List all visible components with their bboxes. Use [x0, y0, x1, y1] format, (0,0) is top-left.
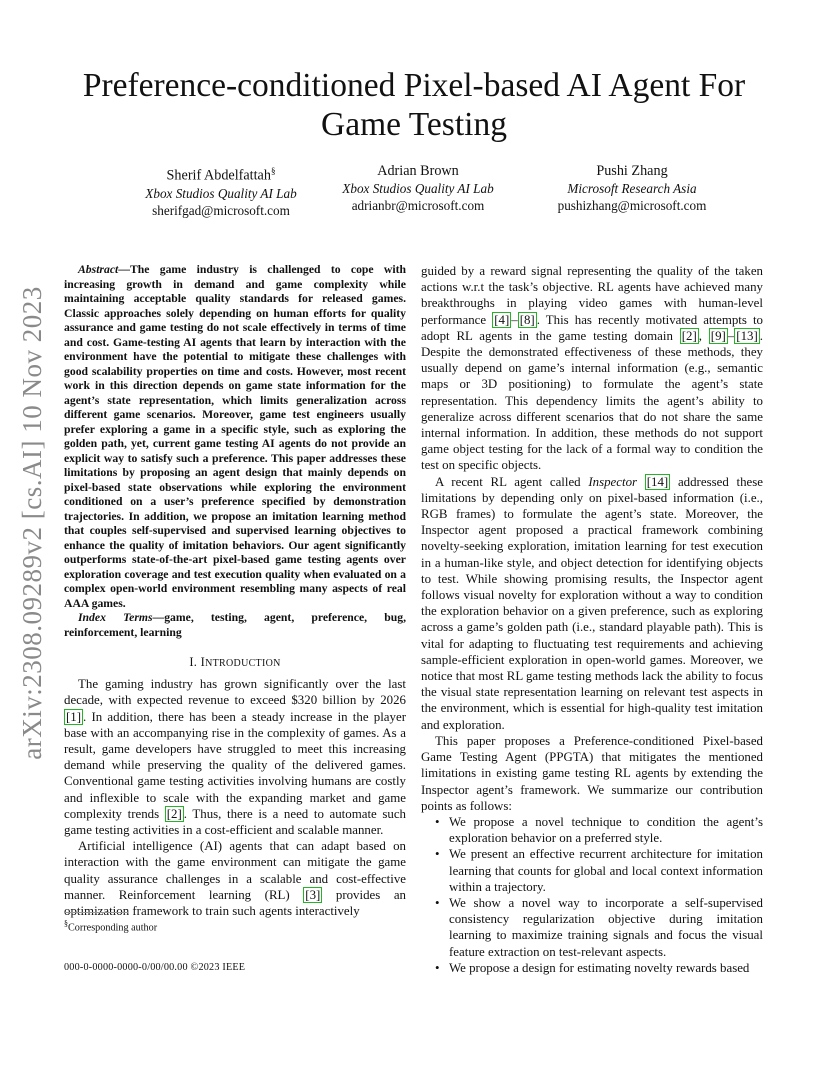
text-span: . In addition, there has been a steady increase in the player base with an accompanying rise in the complexity of games. As a result, game developers have struggled to meet this increasing demand while preserving the quality of the delivered games. Conventional game testing activities involving humans are costly and inflexible to scale with the expanding market and game complexity trends — [64, 709, 406, 821]
left-column — [64, 263, 406, 919]
citation-link[interactable]: [2] — [681, 328, 697, 343]
citation-link[interactable]: [8] — [519, 312, 535, 327]
author-3-email[interactable]: pushizhang@microsoft.com — [557, 198, 707, 213]
text-span: addressed these limitations by depending only on pixel-based information (i.e., RGB frames) to formulate the agent’s state. Moreover, the Inspector agent proposed a practical framework combining novelty-seeking exploration, imitation learning for test execution in a human-like style, and object detection for identifying objects to test. While showing promising results, the Inspector agent follows visual novelty for exploration without a way to condition the exploration behavior on a given preference, such as exploring across a game’s golden path (i.e., standard playable path). This is vital for adapting to fluctuating test requirements and achieving sample-efficient exploration in open-world games. Moreover, we notice that most RL game testing methods lack the ability to focus the visual state representation learning on relevant test aspects in the environment, which is essential for high-quality test imitation and exploration. — [421, 474, 763, 732]
list-item: • We propose a design for estimating novelty rewards based — [449, 960, 763, 976]
abstract — [64, 263, 406, 611]
author-3-name: Pushi Zhang — [596, 163, 668, 179]
footnote-text: Corresponding author — [68, 922, 158, 934]
section-heading-introduction — [64, 654, 406, 672]
citation-link[interactable]: [13] — [736, 328, 758, 343]
contribution-list — [421, 814, 763, 976]
arxiv-identifier: arXiv:2308.09289v2 [cs.AI] 10 Nov 2023 — [17, 286, 47, 760]
author-2 — [293, 163, 543, 214]
citation-link[interactable]: [14] — [646, 474, 669, 489]
author-1-email[interactable]: sherifgad@microsoft.com — [152, 202, 290, 218]
author-2-affiliation: Xbox Studios Quality AI Lab — [342, 181, 494, 196]
text-span: The gaming industry has grown significantly over the last decade, with expected revenue to exceed $320 billion by 2026 — [64, 677, 406, 708]
text-span: – — [727, 328, 735, 343]
intro-paragraph-3 — [421, 474, 763, 733]
text-span: . This has recently motivated attempts to adopt RL agents in the game testing domain — [421, 312, 763, 343]
text-span — [637, 475, 645, 489]
text-span: . Thus, there is a need to automate such game testing activities in a cost-efficient and scalable manner. — [64, 806, 406, 838]
list-item: • We propose a novel technique to condition the agent’s exploration behavior on a preferred style. — [449, 814, 763, 846]
intro-paragraph-2-continued — [421, 263, 763, 474]
index-terms-label: Index Terms — [78, 611, 153, 624]
intro-paragraph-1 — [64, 676, 406, 838]
copyright-notice: 000-0-0000-0000-0/00/00.00 ©2023 IEEE — [64, 962, 246, 973]
emphasis-text: Inspector — [588, 474, 638, 489]
text-span: A recent RL agent called — [435, 474, 589, 489]
section-number: I. — [189, 655, 198, 669]
footnote-rule — [64, 912, 128, 913]
footnote — [64, 919, 157, 933]
text-span: provides an optimization framework to train such agents interactively — [64, 887, 406, 919]
text-span: guided by a reward signal representing the quality of the taken actions w.r.t the task’s objective. RL agents have achieved many breakthroughs in playing video games with human-level performance — [421, 264, 763, 327]
section-title-rest: NTRODUCTION — [205, 658, 281, 669]
abstract-text: —The game industry is challenged to cope with increasing growth in demand and game complexity while maintaining acceptable quality standards for released games. Classic approaches solely depending on human efforts for quality assurance and game testing do not scale effectively in terms of time and cost. Game-testing AI agents that learn by interaction with the environment have the potential to mitigate these challenges with good scalability properties on time and costs. However, most recent work in this direction depends on game state information for the agent’s state representation, which limits generalization across different game scenarios. Moreover, game test engineers usually prefer exploring a game in a specific style, such as exploring the golden path, yet, current game testing AI agents do not provide an explicit way to satisfy such a preference. This paper addresses these limitations by proposing an agent design that mainly depends on pixel-based state observations while exploring the environment conditioned on a user’s preference specified by demonstration trajectories. In addition, we propose an imitation learning method that couples self-supervised and supervised learning objectives to enhance the quality of imitation behaviors. Our agent significantly outperforms state-of-the-art pixel-based game testing agents over exploration coverage and test execution quality when evaluated on a complex open-world environment resembling many aspects of real AAA games. — [64, 263, 406, 610]
author-2-name: Adrian Brown — [377, 163, 459, 179]
list-item: • We present an effective recurrent architecture for imitation learning that counts for global and local context information within a trajectory. — [449, 846, 763, 895]
citation-link[interactable]: [4] — [494, 312, 510, 327]
paper-title: Preference-conditioned Pixel-based AI Agent For Game Testing — [82, 67, 746, 143]
citation-link[interactable]: [1] — [66, 709, 82, 724]
author-3-affiliation: Microsoft Research Asia — [567, 181, 697, 196]
text-span: Artificial intelligence (AI) agents that can adapt based on interaction with the game environment can mitigate the game quality assurance challenges in a scalable and cost-effective manner. Reinforcement learning (RL) — [64, 839, 406, 902]
abstract-label: Abstract — [78, 263, 119, 276]
section-title-initial: I — [200, 655, 206, 669]
citation-link[interactable]: [2] — [166, 806, 182, 821]
text-span: . Despite the demonstrated effectiveness of these methods, they usually depend on game’s internal information (e.g., semantic maps or 3D positioning) to formulate the agent’s state representation. This dependency limits the agent’s ability to generalize across different scenarios that do not share the same internal information. In addition, these methods do not support game object testing for the lack of a formal way to condition the test on specific objects. — [421, 328, 763, 473]
right-column — [421, 263, 763, 976]
intro-paragraph-2 — [64, 838, 406, 919]
author-1-name: Sherif Abdelfattah — [166, 167, 271, 184]
text-span: – — [511, 312, 518, 327]
index-terms — [64, 611, 406, 640]
citation-link[interactable]: [3] — [305, 887, 321, 902]
author-1-affiliation: Xbox Studios Quality AI Lab — [145, 185, 297, 201]
author-1-footnote-mark: § — [270, 166, 276, 176]
footnote-mark: § — [64, 919, 68, 928]
citation-link[interactable]: [9] — [710, 328, 726, 343]
text-span: , — [698, 328, 709, 343]
intro-paragraph-4: This paper proposes a Preference-conditioned Pixel-based Game Testing Agent (PPGTA) that mitigates the mentioned limitations in existing game testing RL agents by extending the Inspector agent’s framework. We summarize our contribution points as follows: — [421, 733, 763, 813]
author-2-email[interactable]: adrianbr@microsoft.com — [351, 198, 485, 213]
author-3 — [507, 163, 757, 214]
list-item: • We show a novel way to incorporate a self-supervised consistency regularization objective during imitation learning to maximize training signals and focus the visual feature extraction on test-relevant aspects. — [449, 895, 763, 960]
index-terms-text: —game, testing, agent, preference, bug, reinforcement, learning — [64, 611, 406, 639]
